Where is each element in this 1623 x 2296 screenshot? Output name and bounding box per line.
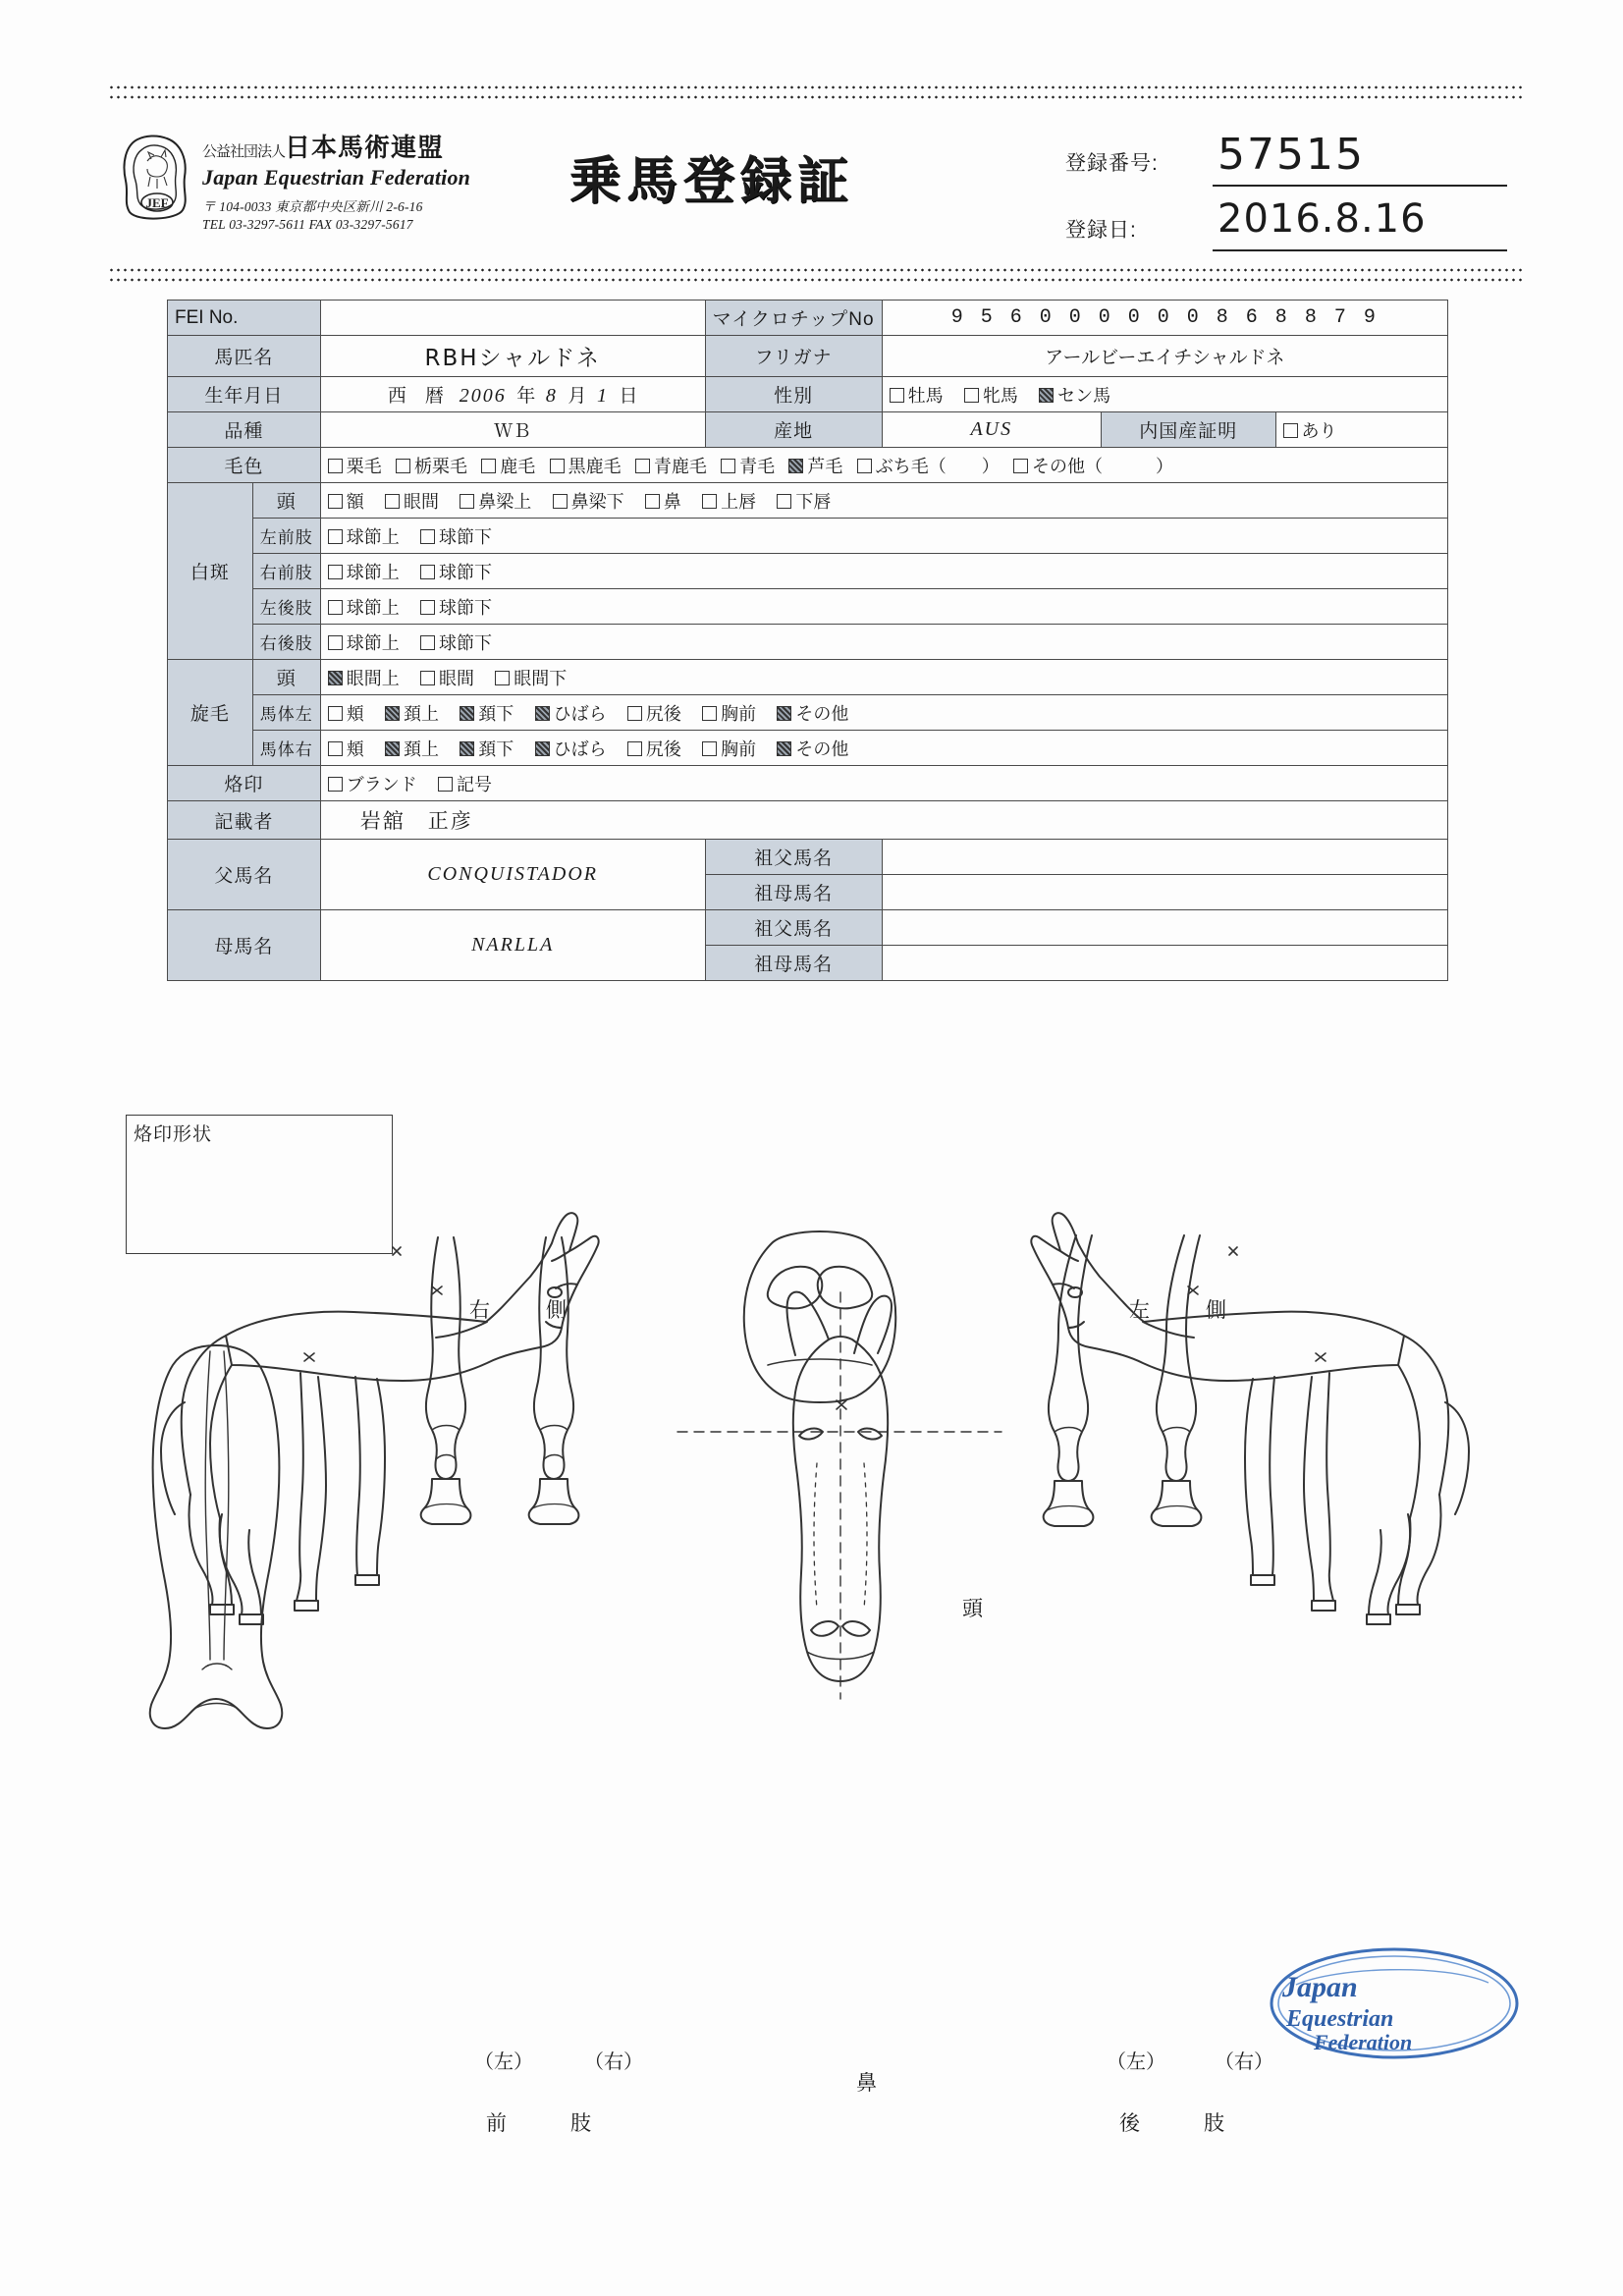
whorl-br-chest[interactable] <box>702 736 756 761</box>
coat-option-spotted[interactable] <box>857 453 1000 478</box>
sex-option-mare-label: 牝馬 <box>982 385 1018 406</box>
coat-option-other-label: その他（ ） <box>1031 456 1173 476</box>
right-side-label: 右 側 <box>469 1299 584 1322</box>
white-head-lower-lip-label: 下唇 <box>795 491 832 512</box>
birth-month: 8 <box>545 385 558 407</box>
whorl-head-below-eyes-label: 眼間下 <box>514 668 568 688</box>
sire-granddam-label: 祖母馬名 <box>705 875 882 910</box>
dam-granddam-label: 祖母馬名 <box>705 946 882 981</box>
whorl-br-flank-label: ひばら <box>553 738 607 759</box>
white-rh-above-fetlock-label: 球節上 <box>346 632 400 653</box>
birth-day-unit: 日 <box>619 386 638 407</box>
whorl-head-above-eyes-label: 眼間上 <box>346 668 400 688</box>
sex-option-stallion[interactable] <box>890 382 944 408</box>
kana-label: フリガナ <box>705 336 882 377</box>
coat-option-spotted-label: ぶち毛（ ） <box>875 456 1000 476</box>
whorl-head-between-eyes-label: 眼間 <box>439 668 475 688</box>
white-lf-above-fetlock-label: 球節上 <box>346 526 400 547</box>
registration-date-label: 登録日: <box>1065 219 1137 242</box>
row-coat-color <box>168 448 1448 483</box>
whorl-bl-chest[interactable] <box>702 700 756 726</box>
whorl-br-lower-neck[interactable] <box>460 736 514 761</box>
document-title: 乗馬登録証 <box>569 152 855 211</box>
row-birth-sex <box>168 377 1448 412</box>
birth-era: 西 暦 <box>387 386 444 407</box>
domestic-cert-option[interactable] <box>1275 412 1447 448</box>
left-side-label: 左 側 <box>1129 1299 1244 1322</box>
white-head-upper-nasal-label: 鼻梁上 <box>478 491 532 512</box>
domestic-cert-option-label: あり <box>1301 420 1337 441</box>
row-dam-grandsire <box>168 910 1448 946</box>
dam-value[interactable]: NARLLA <box>320 910 705 981</box>
kana-value[interactable]: アールビーエイチシャルドネ <box>882 336 1447 377</box>
org-jp-prefix: 公益社団法人 <box>202 143 286 160</box>
sex-options <box>882 377 1447 412</box>
white-left-hind-options <box>320 589 1447 625</box>
whorl-label: 旋毛 <box>168 660 253 766</box>
hind-right-label: （右） <box>1215 2051 1273 2073</box>
dam-granddam-value[interactable] <box>882 946 1447 981</box>
whorl-bl-other-label: その他 <box>795 703 849 724</box>
white-lh-above-fetlock-label: 球節上 <box>346 597 400 618</box>
white-markings-label: 白斑 <box>168 483 253 660</box>
registration-date-value: 2016.8.16 <box>1217 196 1427 242</box>
registration-number-label: 登録番号: <box>1065 152 1159 175</box>
document-header <box>108 126 1522 253</box>
fei-no-value[interactable] <box>320 301 705 336</box>
coat-option-grey-label: 芦毛 <box>807 456 843 476</box>
registration-date-underline <box>1213 249 1507 251</box>
sex-option-mare[interactable] <box>964 382 1018 408</box>
birth-month-unit: 月 <box>568 386 587 407</box>
white-lh-below-fetlock-label: 球節下 <box>439 597 493 618</box>
whorl-bl-hindquarter-label: 尻後 <box>645 703 681 724</box>
dam-grandsire-label: 祖父馬名 <box>705 910 882 946</box>
white-part-left-hind: 左後肢 <box>252 589 320 625</box>
white-head-lower-nasal[interactable] <box>553 488 624 514</box>
nose-label: 鼻 <box>856 2072 877 2095</box>
sex-option-gelding-label: セン馬 <box>1057 385 1111 406</box>
white-right-hind-options <box>320 625 1447 660</box>
brand-label: 烙印 <box>168 766 321 801</box>
whorl-head-between-eyes[interactable] <box>420 665 474 690</box>
row-name-kana <box>168 336 1448 377</box>
white-head-between-eyes[interactable] <box>385 488 439 514</box>
coat-option-chestnut-label: 栗毛 <box>346 456 382 476</box>
horse-name-label: 馬匹名 <box>168 336 321 377</box>
coat-option-liver-chestnut-label: 栃栗毛 <box>414 456 468 476</box>
white-head-forehead[interactable] <box>328 488 364 514</box>
top-dotted-rule <box>108 84 1522 90</box>
white-head-options <box>320 483 1447 519</box>
whorl-head-above-eyes[interactable] <box>328 665 400 690</box>
white-head-upper-lip-label: 上唇 <box>721 491 757 512</box>
coat-option-liver-chestnut[interactable] <box>396 453 467 478</box>
white-lh-above-fetlock[interactable] <box>328 594 400 620</box>
white-rf-below-fetlock[interactable] <box>420 559 492 584</box>
whorl-bl-other[interactable] <box>777 700 848 726</box>
breed-label: 品種 <box>168 412 321 448</box>
coat-option-dark-bay[interactable] <box>550 453 622 478</box>
whorl-br-cheek[interactable] <box>328 736 364 761</box>
hind-left-label: （左） <box>1107 2051 1165 2073</box>
coat-option-black[interactable] <box>721 453 775 478</box>
whorl-br-cheek-label: 頬 <box>346 738 364 759</box>
row-white-right-hind <box>168 625 1448 660</box>
sex-option-gelding[interactable] <box>1039 382 1110 408</box>
row-white-left-fore <box>168 519 1448 554</box>
row-white-left-hind <box>168 589 1448 625</box>
whorl-head-below-eyes[interactable] <box>495 665 567 690</box>
white-rf-below-fetlock-label: 球節下 <box>439 562 493 582</box>
whorl-br-hindquarter[interactable] <box>627 736 681 761</box>
breed-value[interactable]: ＷＢ <box>320 412 705 448</box>
whorl-bl-lower-neck[interactable] <box>460 700 514 726</box>
head-label: 頭 <box>962 1598 983 1620</box>
birthdate-value[interactable] <box>320 377 705 412</box>
forelimbs-figure <box>421 1237 579 1524</box>
whorl-br-upper-neck[interactable] <box>385 736 439 761</box>
row-sire-grandsire <box>168 840 1448 875</box>
origin-value[interactable]: AUS <box>882 412 1101 448</box>
brand-option-brand-label: ブランド <box>346 774 417 794</box>
birth-year: 2006 <box>459 385 507 407</box>
hindlimbs-figure <box>1044 1235 1202 1526</box>
coat-option-chestnut[interactable] <box>328 453 382 478</box>
coat-option-dark-bay-label: 黒鹿毛 <box>568 456 622 476</box>
sire-value[interactable]: CONQUISTADOR <box>320 840 705 910</box>
organization-block <box>202 128 556 233</box>
whorl-part-head: 頭 <box>252 660 320 695</box>
sire-grandsire-value[interactable] <box>882 840 1447 875</box>
dam-label: 母馬名 <box>168 910 321 981</box>
row-recorder <box>168 801 1448 840</box>
whorl-br-chest-label: 胸前 <box>721 738 757 759</box>
row-fei-microchip <box>168 301 1448 336</box>
birth-day: 1 <box>596 385 609 407</box>
whorl-bl-lower-neck-label: 頚下 <box>478 703 514 724</box>
whorl-br-upper-neck-label: 頚上 <box>404 738 440 759</box>
bottom-dotted-rule <box>108 267 1522 273</box>
org-jp-name: 日本馬術連盟 <box>285 133 445 162</box>
brand-shape-label: 烙印形状 <box>134 1124 213 1145</box>
whorl-part-body-left: 馬体左 <box>252 695 320 731</box>
white-part-head: 頭 <box>252 483 320 519</box>
sire-label: 父馬名 <box>168 840 321 910</box>
white-head-lower-lip[interactable] <box>777 488 831 514</box>
fore-left-label: （左） <box>474 2051 533 2073</box>
white-head-forehead-label: 額 <box>346 491 364 512</box>
white-rh-below-fetlock[interactable] <box>420 629 492 655</box>
white-lf-below-fetlock-label: 球節下 <box>439 526 493 547</box>
whorl-bl-upper-neck[interactable] <box>385 700 439 726</box>
brand-option-symbol[interactable] <box>438 771 492 796</box>
coat-label: 毛色 <box>168 448 321 483</box>
recorder-label: 記載者 <box>168 801 321 840</box>
org-telephone: TEL 03-3297-5611 FAX 03-3297-5617 <box>202 217 413 232</box>
whorl-br-lower-neck-label: 頚下 <box>478 738 514 759</box>
whorl-body-left-options <box>320 695 1447 731</box>
white-right-fore-options <box>320 554 1447 589</box>
recorder-value[interactable]: 岩舘 正彦 <box>320 801 1447 840</box>
domestic-cert-label: 内国産証明 <box>1102 412 1276 448</box>
white-head-lower-nasal-label: 鼻梁下 <box>570 491 624 512</box>
white-head-upper-lip[interactable] <box>702 488 756 514</box>
white-part-right-hind: 右後肢 <box>252 625 320 660</box>
coat-option-brown[interactable] <box>635 453 707 478</box>
stamp-line-2: Equestrian <box>1286 2006 1394 2032</box>
brand-option-symbol-label: 記号 <box>457 774 493 794</box>
whorl-br-other-label: その他 <box>795 738 849 759</box>
row-brand <box>168 766 1448 801</box>
sire-grandsire-label: 祖父馬名 <box>705 840 882 875</box>
microchip-label: マイクロチップNo <box>705 301 882 336</box>
jef-stamp-icon <box>1267 1940 1522 2067</box>
white-rf-above-fetlock[interactable] <box>328 559 400 584</box>
whorl-br-flank[interactable] <box>535 736 607 761</box>
horse-details-table <box>167 300 1448 981</box>
coat-option-black-label: 青毛 <box>739 456 776 476</box>
whorl-bl-upper-neck-label: 頚上 <box>404 703 440 724</box>
coat-option-other[interactable] <box>1013 453 1173 478</box>
white-left-fore-options <box>320 519 1447 554</box>
row-whorl-body-right <box>168 731 1448 766</box>
row-breed-origin <box>168 412 1448 448</box>
coat-option-brown-label: 青鹿毛 <box>653 456 707 476</box>
white-part-right-fore: 右前肢 <box>252 554 320 589</box>
whorl-bl-chest-label: 胸前 <box>721 703 757 724</box>
fei-no-label: FEI No. <box>168 301 321 336</box>
stamp-line-1: Japan <box>1282 1971 1358 2003</box>
stamp-line-3: Federation <box>1314 2030 1413 2054</box>
whorl-bl-hindquarter[interactable] <box>627 700 681 726</box>
forelimb-label: 前 肢 <box>486 2112 613 2135</box>
birth-year-unit: 年 <box>516 386 536 407</box>
birthdate-label: 生年月日 <box>168 377 321 412</box>
bottom-dotted-rule-2 <box>108 277 1522 283</box>
brand-options <box>320 766 1447 801</box>
fore-right-label: （右） <box>584 2051 643 2073</box>
coat-options <box>320 448 1447 483</box>
row-white-head <box>168 483 1448 519</box>
sex-label: 性別 <box>705 377 882 412</box>
whorl-br-other[interactable] <box>777 736 848 761</box>
whorl-bl-flank[interactable] <box>535 700 607 726</box>
coat-option-grey[interactable] <box>788 453 842 478</box>
origin-label: 産地 <box>705 412 882 448</box>
horse-head-front-figure <box>677 1292 1001 1699</box>
whorl-part-body-right: 馬体右 <box>252 731 320 766</box>
sire-granddam-value[interactable] <box>882 875 1447 910</box>
coat-option-bay[interactable] <box>481 453 535 478</box>
horse-name-value[interactable]: RBHシャルドネ <box>320 336 705 377</box>
dam-grandsire-value[interactable] <box>882 910 1447 946</box>
whorl-bl-flank-label: ひばら <box>553 703 607 724</box>
org-address: 〒 104-0033 東京都中央区新川 2-6-16 <box>202 199 423 214</box>
jef-logo-icon <box>118 134 196 218</box>
whorl-head-options <box>320 660 1447 695</box>
white-head-upper-nasal[interactable] <box>460 488 531 514</box>
brand-option-brand[interactable] <box>328 771 417 796</box>
horse-left-side-figure <box>1031 1213 1469 1624</box>
row-white-right-fore <box>168 554 1448 589</box>
org-en-name: Japan Equestrian Federation <box>202 165 471 190</box>
row-whorl-head <box>168 660 1448 695</box>
white-rh-below-fetlock-label: 球節下 <box>439 632 493 653</box>
white-lh-below-fetlock[interactable] <box>420 594 492 620</box>
row-whorl-body-left <box>168 695 1448 731</box>
whorl-bl-cheek[interactable] <box>328 700 364 726</box>
registration-number-value: 57515 <box>1217 130 1365 180</box>
white-part-left-fore: 左前肢 <box>252 519 320 554</box>
svg-text:JEF: JEF <box>145 195 169 210</box>
hindlimb-label: 後 肢 <box>1119 2112 1246 2135</box>
whorl-body-right-options <box>320 731 1447 766</box>
white-head-between-eyes-label: 眼間 <box>404 491 440 512</box>
registration-number-underline <box>1213 185 1507 187</box>
white-rf-above-fetlock-label: 球節上 <box>346 562 400 582</box>
white-rh-above-fetlock[interactable] <box>328 629 400 655</box>
coat-option-bay-label: 鹿毛 <box>500 456 536 476</box>
microchip-value[interactable]: 9 5 6 0 0 0 0 0 0 8 6 8 8 7 9 <box>882 301 1447 336</box>
whorl-bl-cheek-label: 頬 <box>346 703 364 724</box>
white-head-nose-label: 鼻 <box>663 491 681 512</box>
white-lf-above-fetlock[interactable] <box>328 523 400 549</box>
sex-option-stallion-label: 牡馬 <box>907 385 944 406</box>
whorl-br-hindquarter-label: 尻後 <box>645 738 681 759</box>
white-head-nose[interactable] <box>645 488 681 514</box>
white-lf-below-fetlock[interactable] <box>420 523 492 549</box>
top-dotted-rule-2 <box>108 94 1522 100</box>
